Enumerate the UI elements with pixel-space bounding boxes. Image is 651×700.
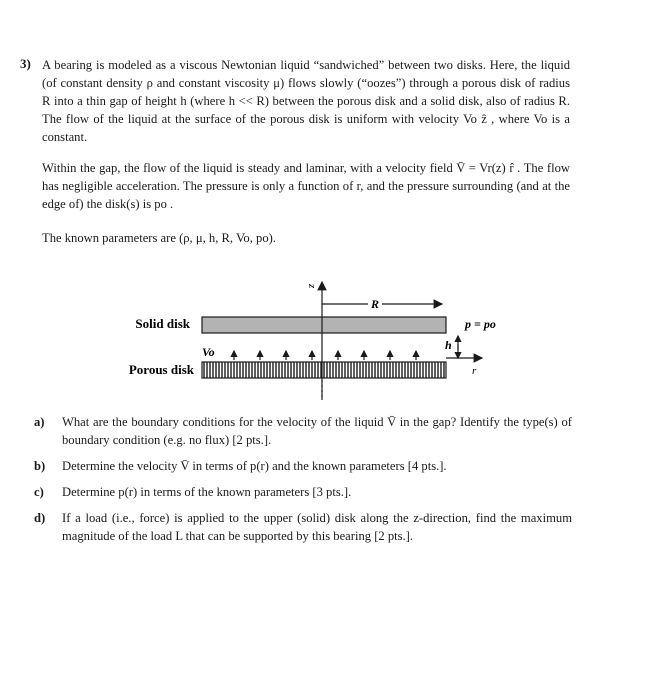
part-text: If a load (i.e., force) is applied to the upper (solid) disk along the z-direction, find the maximum magnitude of the load L that can be supported by this bearing [2 pts.]. — [62, 511, 572, 543]
inflow-arrows — [234, 351, 416, 360]
known-parameters: The known parameters are (ρ, μ, h, R, Vo, po). — [42, 231, 276, 245]
r-axis-label: r — [472, 365, 477, 377]
inflow-velocity-label: Vo — [202, 345, 215, 359]
part-a — [34, 413, 594, 449]
part-c — [34, 483, 594, 501]
problem-paragraph-2: Within the gap, the flow of the liquid is steady and laminar, with a velocity field V̄ = Vr(z) r̂ . The flow has negligible acceleration. The pressure is only a function of r, and the pressure surrounding (and at the edge of) the disk(s) is po . — [42, 161, 570, 211]
question-parts — [34, 413, 594, 553]
solid-disk — [202, 317, 446, 333]
part-b — [34, 457, 594, 475]
bearing-diagram — [110, 270, 510, 400]
part-label: d) — [34, 511, 46, 525]
solid-disk-label: Solid disk — [135, 316, 190, 331]
part-text: Determine p(r) in terms of the known parameters [3 pts.]. — [62, 485, 352, 499]
radius-label: R — [370, 297, 380, 311]
porous-disk — [202, 362, 446, 378]
part-label: b) — [34, 459, 46, 473]
question-number: 3) — [20, 56, 31, 71]
part-d — [34, 509, 594, 545]
pressure-label: p = po — [465, 317, 496, 331]
part-text: What are the boundary conditions for the velocity of the liquid V̄ in the gap? Identify the type(s) of boundary condition (e.g. no flux) [2 pts.]. — [62, 415, 572, 447]
part-text: Determine the velocity V̄ in terms of p(r) and the known parameters [4 pts.]. — [62, 459, 447, 473]
part-label: a) — [34, 415, 45, 429]
part-label: c) — [34, 485, 44, 499]
problem-paragraph-1: A bearing is modeled as a viscous Newtonian liquid “sandwiched” between two disks. Here, the liquid (of constant density ρ and constant viscosity μ) flows slowly (“oozes”) through a porous disk of radius R into a thin gap of height h (where h << R) between the porous disk and a solid disk, also of radius R. The flow of the liquid at the surface of the porous disk is uniform with velocity Vo ẑ , where Vo is a constant. — [42, 58, 570, 144]
porous-disk-label: Porous disk — [128, 362, 194, 377]
z-axis-label: z — [306, 284, 318, 289]
gap-label: h — [445, 338, 452, 352]
